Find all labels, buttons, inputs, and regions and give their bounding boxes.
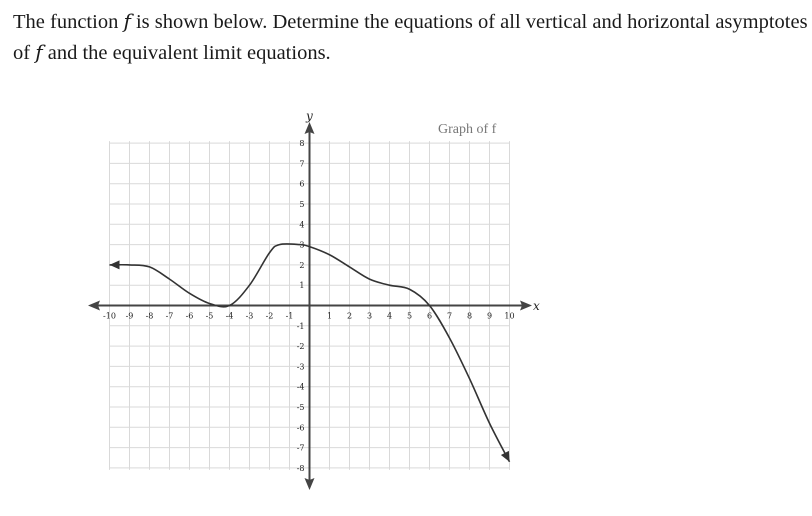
y-tick-label: 3 (299, 240, 305, 250)
y-tick-label: -4 (296, 382, 305, 392)
y-tick-label: -2 (296, 342, 305, 352)
y-tick-label: 4 (299, 220, 305, 230)
y-tick-label: -1 (296, 321, 305, 331)
x-tick-label: -2 (265, 311, 274, 321)
function-name-2: f (35, 40, 43, 64)
question-part-3: and the equivalent limit equations. (42, 42, 331, 64)
x-tick-label: 2 (346, 311, 353, 321)
y-tick-label: 1 (299, 281, 305, 291)
y-tick-label: -7 (296, 443, 305, 453)
x-tick-label: -6 (185, 311, 194, 321)
x-tick-label: -5 (205, 311, 214, 321)
y-tick-label: 7 (299, 159, 305, 169)
y-tick-label: 8 (299, 139, 305, 149)
x-tick-label: -3 (245, 311, 254, 321)
curve-left-arrow (110, 260, 120, 269)
graph-title: Graph of f (438, 122, 497, 137)
x-tick-label: 6 (426, 311, 433, 321)
y-tick-label: -5 (296, 403, 305, 412)
x-tick-label: -8 (145, 311, 154, 321)
question-part-2: is shown below. Determine the equations of all vertical and horizontal asymptotes of (13, 11, 808, 64)
x-tick-label: 4 (386, 311, 393, 321)
question-part-1: The function (13, 11, 124, 33)
x-tick-label: 3 (366, 311, 373, 321)
y-tick-label: -3 (296, 362, 305, 372)
y-tick-label: 6 (299, 179, 305, 189)
y-tick-label: -6 (296, 423, 305, 433)
x-tick-label: -9 (125, 311, 134, 321)
y-tick-label: -8 (296, 463, 305, 473)
x-tick-label: 1 (326, 311, 333, 321)
y-axis-label: y (306, 109, 313, 123)
x-tick-label: 10 (504, 311, 515, 321)
y-tick-label: 2 (299, 260, 305, 270)
x-tick-label: 7 (446, 311, 453, 321)
x-tick-label: 5 (406, 311, 413, 321)
x-axis-label: x (533, 299, 540, 313)
x-tick-label: -7 (165, 311, 174, 321)
x-tick-label: -1 (285, 311, 294, 321)
y-tick-label: 5 (299, 200, 305, 209)
graph-axes (88, 122, 532, 490)
x-tick-label: 8 (466, 311, 473, 321)
x-tick-label: -10 (103, 311, 116, 321)
function-name: f (123, 9, 131, 33)
x-tick-label: -4 (225, 311, 234, 321)
x-tick-label: 9 (486, 311, 493, 321)
